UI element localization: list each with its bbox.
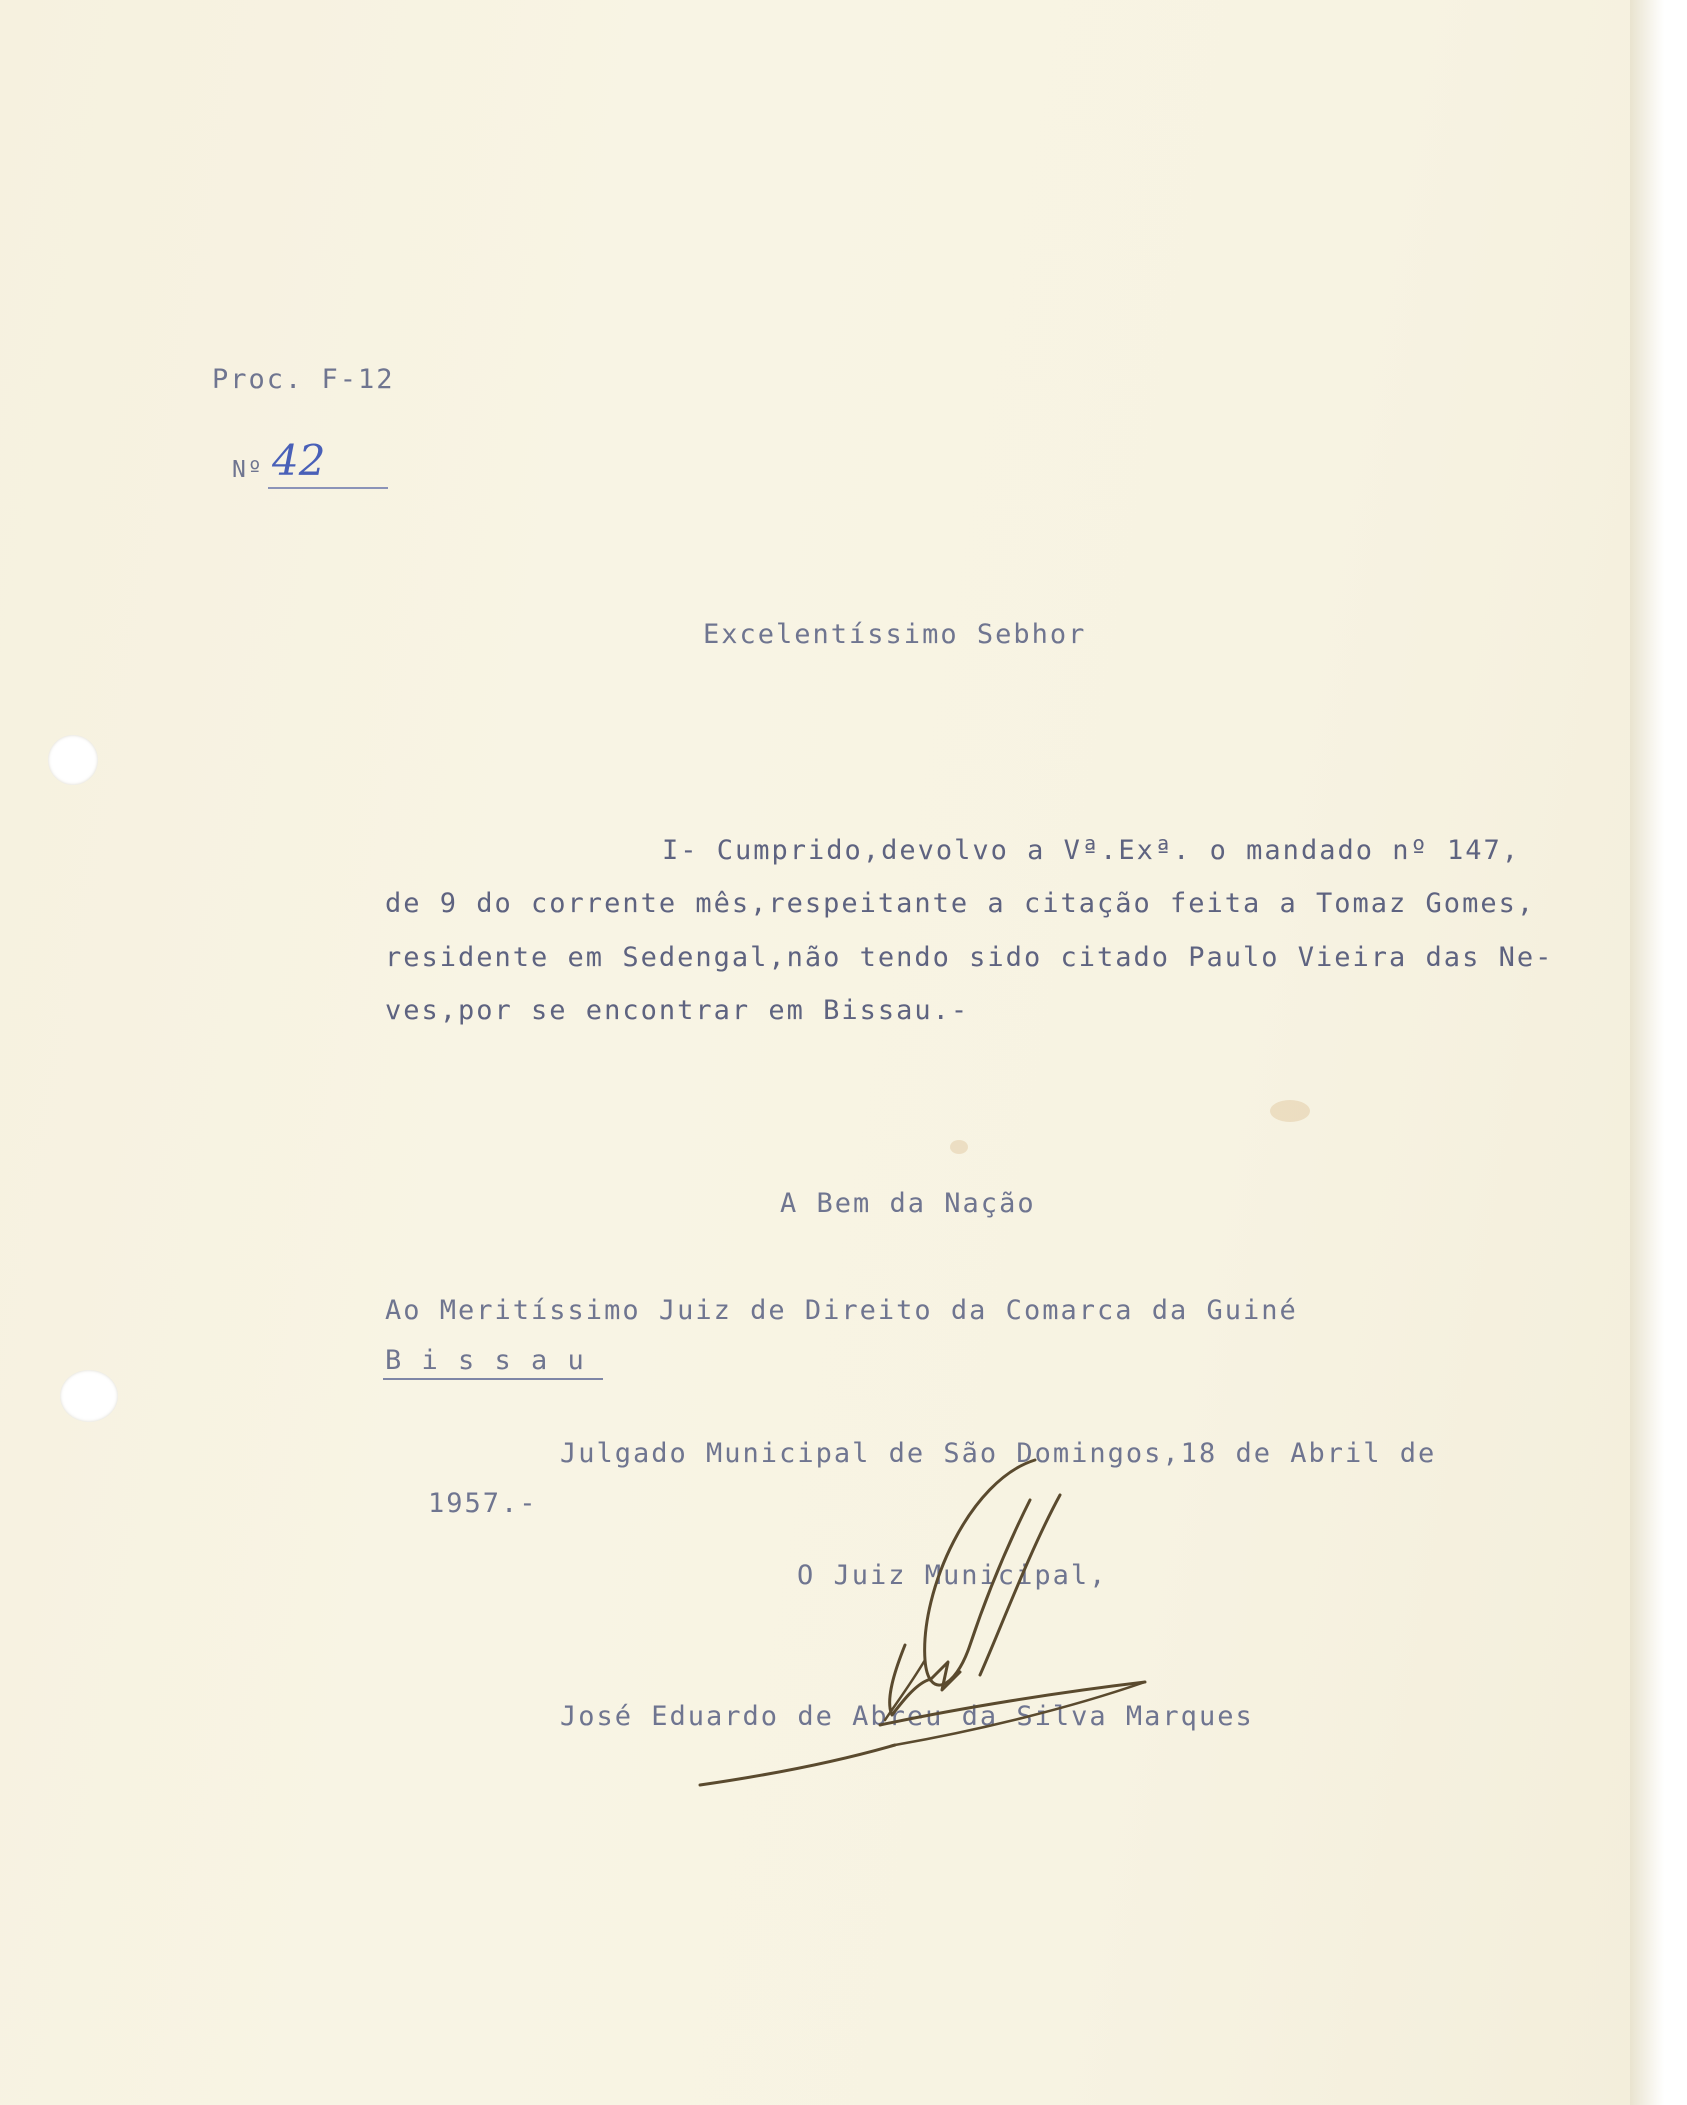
paper-stain <box>1270 1100 1310 1122</box>
document-number-handwritten: 42 <box>272 436 326 485</box>
body-line-1: I- Cumprido,devolvo a Vª.Exª. o mandado nº 147, <box>662 835 1521 866</box>
signatory-title: O Juiz Municipal, <box>797 1560 1108 1591</box>
salutation: Excelentíssimo Sebhor <box>703 619 1087 650</box>
number-underline <box>268 487 388 489</box>
punch-hole-upper <box>48 735 98 785</box>
scan-margin <box>1630 0 1687 2105</box>
paper-stain <box>950 1140 968 1154</box>
punch-hole-lower <box>60 1370 118 1422</box>
body-line-3: residente em Sedengal,não tendo sido citado Paulo Vieira das Ne- <box>385 942 1554 973</box>
body-line-2: de 9 do corrente mês,respeitante a citação feita a Tomaz Gomes, <box>385 888 1536 919</box>
document-number-prefix: Nº <box>232 457 264 483</box>
handwritten-signature <box>680 1440 1180 1800</box>
signatory-name: José Eduardo de Abreu da Silva Marques <box>560 1701 1254 1732</box>
closing-formula: A Bem da Nação <box>780 1188 1036 1219</box>
process-reference: Proc. F-12 <box>212 364 395 395</box>
body-line-4: ves,por se encontrar em Bissau.- <box>385 995 970 1026</box>
date-line-1: Julgado Municipal de São Domingos,18 de Abril de <box>560 1438 1437 1469</box>
city-underline <box>383 1378 603 1380</box>
addressee-line: Ao Meritíssimo Juiz de Direito da Comarca da Guiné <box>385 1295 1298 1326</box>
date-line-2: 1957.- <box>428 1488 538 1519</box>
addressee-city: B i s s a u <box>385 1345 586 1376</box>
